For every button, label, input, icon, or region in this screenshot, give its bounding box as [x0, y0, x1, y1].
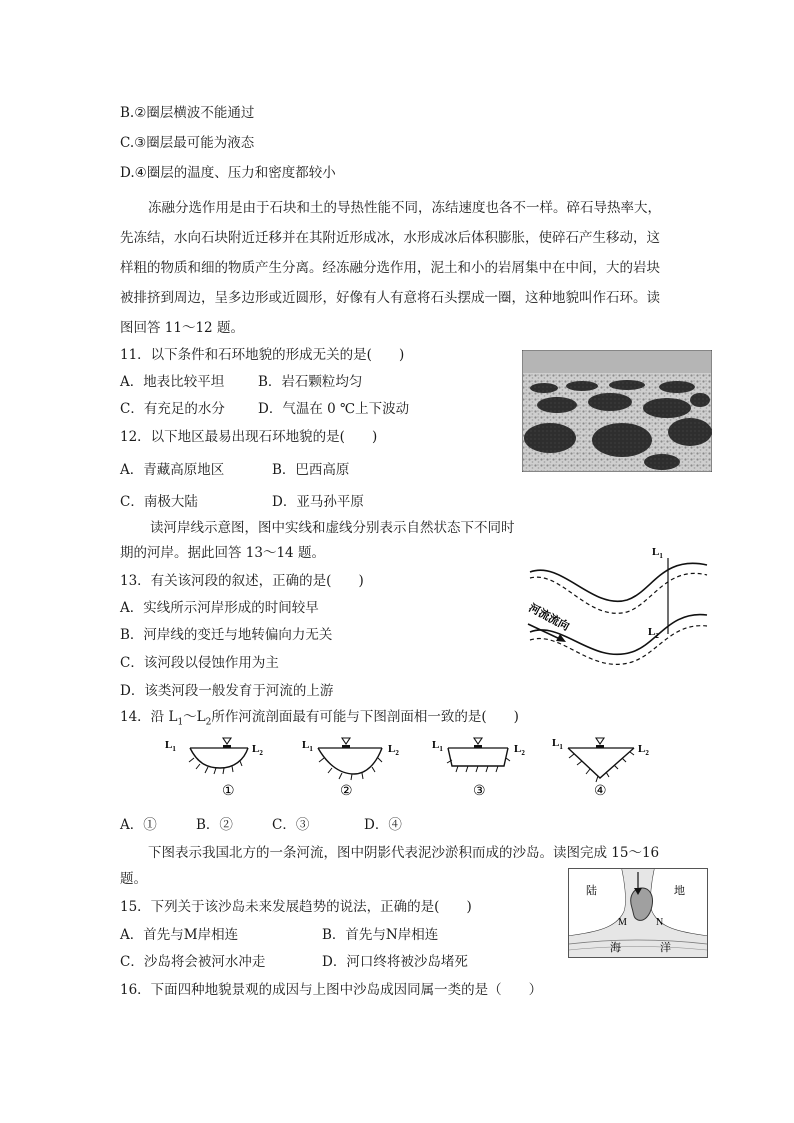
q11-stem: 11．以下条件和石环地貌的形成无关的是( ): [120, 347, 405, 363]
bank-label-m: M: [618, 917, 627, 928]
passage3-line: 题。: [120, 871, 147, 887]
label-l2: $L_2$: [648, 626, 659, 640]
q13-option-a: A．实线所示河岸形成的时间较早: [120, 600, 319, 616]
q12-stem: 12．以下地区最易出现石环地貌的是( ): [120, 429, 378, 445]
option-d-prev: D.④圈层的温度、压力和密度都较小: [120, 165, 336, 181]
q14-option-b: B．②: [196, 817, 233, 833]
q14-stem: 14．沿 $L_1\sim L_2$所作河流剖面最有可能与下图剖面相一致的是( ): [120, 709, 519, 728]
svg-text:L1: $L_1$: [552, 737, 563, 751]
stone-ring-photo: [522, 350, 712, 472]
bank-label-n: N: [656, 917, 664, 928]
passage1-line: 被排挤到周边，呈多边形或近圆形，好像有人有意将石头摆成一圈，这种地貌叫作石环。读: [120, 290, 660, 306]
svg-text:L1: $L_1$: [432, 739, 443, 753]
option-b-prev: B.②圈层横波不能通过: [120, 105, 255, 121]
passage2-line: 期的河岸。据此回答 13～14 题。: [120, 545, 325, 561]
q13-option-d: D．该类河段一般发育于河流的上游: [120, 683, 334, 699]
river-bank-diagram: [522, 540, 712, 680]
q15-stem: 15．下列关于该沙岛未来发展趋势的说法，正确的是( ): [120, 899, 472, 915]
passage1-line: 样粗的物质和细的物质产生分离。经冻融分选作用，泥土和小的岩屑集中在中间，大的岩块: [120, 260, 660, 276]
q11-option-a: A．地表比较平坦: [120, 374, 225, 390]
q11-option-d: D．气温在 0 ℃上下波动: [258, 401, 410, 417]
passage2-line: 读河岸线示意图，图中实线和虚线分别表示自然状态下不同时: [150, 520, 515, 536]
sea-label-1: 海: [610, 941, 621, 954]
flow-direction-label: 河流流向: [526, 601, 572, 634]
profile-label-3: ③: [473, 783, 486, 799]
q13-option-b: B．河岸线的变迁与地转偏向力无关: [120, 627, 333, 643]
svg-text:L2: $L_2$: [252, 743, 263, 757]
profile-1: [165, 738, 263, 774]
land-label-1: 陆: [586, 884, 597, 897]
svg-text:L2: $L_2$: [514, 743, 525, 757]
river-profiles: [160, 732, 680, 800]
svg-text:L1: $L_1$: [302, 739, 313, 753]
option-c-prev: C.③圈层最可能为液态: [120, 135, 255, 151]
q15-option-d: D．河口终将被沙岛堵死: [322, 954, 468, 970]
sea-label-2: 洋: [660, 941, 671, 954]
q11-option-c: C．有充足的水分: [120, 401, 225, 417]
passage1-line: 先冻结，水向石块附近迁移并在其附近形成冰，水形成冰后体积膨胀，使碎石产生移动，这: [120, 230, 660, 246]
q14-option-c: C．③: [272, 817, 310, 833]
q14-option-a: A．①: [120, 817, 157, 833]
profile-label-2: ②: [340, 783, 353, 799]
q12-option-b: B．巴西高原: [272, 462, 350, 478]
profile-label-4: ④: [594, 783, 607, 799]
q15-option-b: B．首先与N岸相连: [322, 927, 439, 943]
land-label-2: 地: [674, 884, 685, 897]
label-l1: $L_1$: [652, 546, 663, 560]
q15-option-a: A．首先与M岸相连: [120, 927, 239, 943]
q13-option-c: C．该河段以侵蚀作用为主: [120, 655, 279, 671]
q16-stem: 16．下面四种地貌景观的成因与上图中沙岛成因同属一类的是（ ）: [120, 982, 543, 998]
q12-option-c: C．南极大陆: [120, 494, 198, 510]
q13-stem: 13．有关该河段的叙述，正确的是( ): [120, 573, 364, 589]
profile-label-1: ①: [222, 783, 235, 799]
q12-option-a: A．青藏高原地区: [120, 462, 225, 478]
svg-text:L2: $L_2$: [638, 743, 649, 757]
profile-3: [432, 738, 525, 772]
profile-2: [302, 738, 399, 780]
passage1-line: 图回答 11～12 题。: [120, 320, 244, 336]
sand-island-diagram: [568, 868, 708, 958]
q11-option-b: B．岩石颗粒均匀: [258, 374, 363, 390]
q12-option-d: D．亚马孙平原: [272, 494, 364, 510]
passage1-line: 冻融分选作用是由于石块和土的导热性能不同，冻结速度也各不一样。碎石导热率大，: [148, 200, 661, 216]
svg-text:L2: $L_2$: [388, 743, 399, 757]
q14-option-d: D．④: [364, 817, 402, 833]
svg-text:L1: $L_1$: [165, 739, 176, 753]
q15-option-c: C．沙岛将会被河水冲走: [120, 954, 266, 970]
passage3-line: 下图表示我国北方的一条河流，图中阴影代表泥沙淤积而成的沙岛。读图完成 15～16: [148, 845, 660, 861]
profile-4: [552, 737, 649, 782]
